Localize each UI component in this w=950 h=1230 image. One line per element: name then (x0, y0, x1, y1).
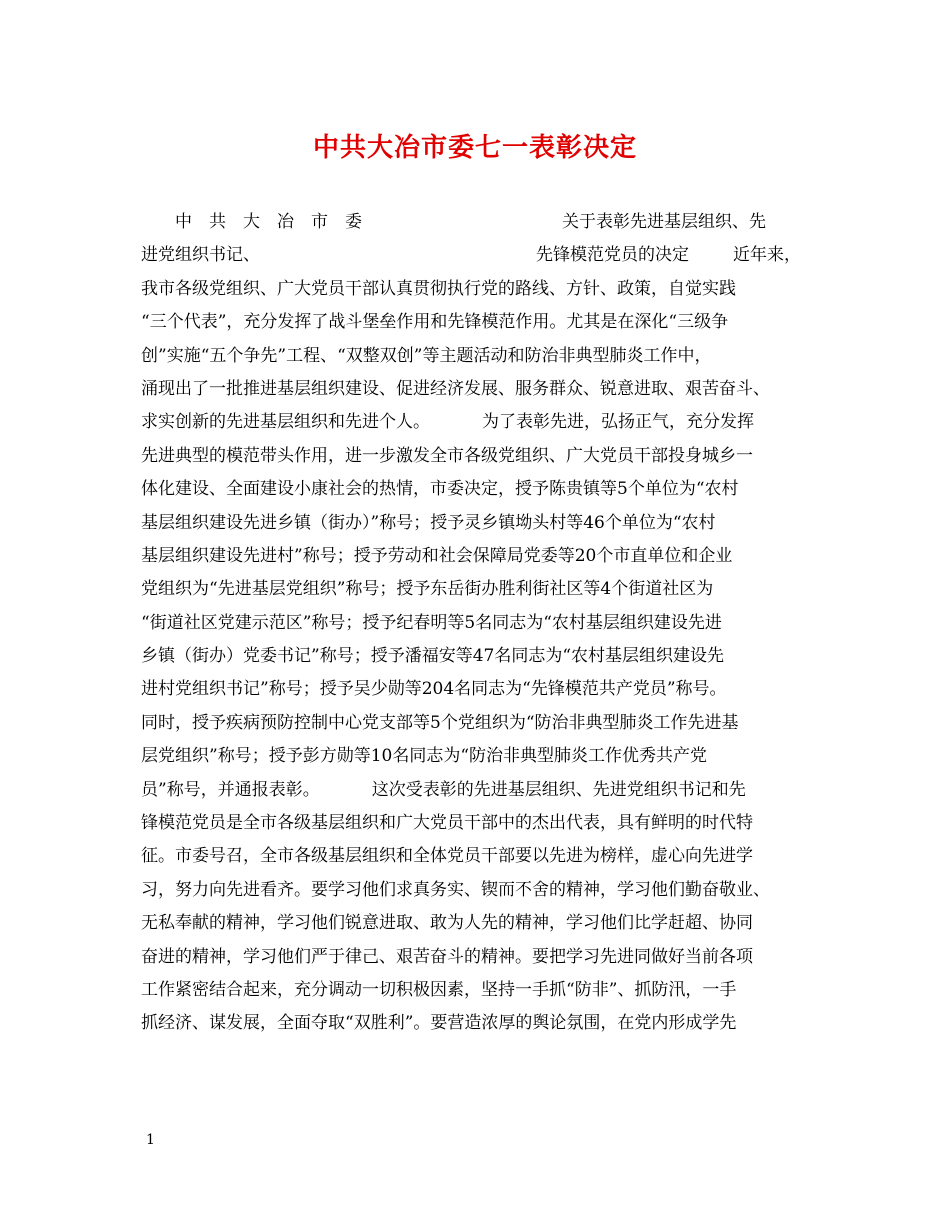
body-line (141, 774, 831, 807)
body-line: 涌现出了一批推进基层组织建设、促进经济发展、服务群众、锐意进取、艰苦奋斗、 (141, 378, 770, 399)
body-line: 锋模范党员是全市各级基层组织和广大党员干部中的杰出代表，具有鲜明的时代特 (141, 813, 753, 834)
body-line: 先进典型的模范带头作用，进一步激发全市各级党组织、广大党员干部投身城乡一 (141, 445, 753, 466)
body-line: 奋进的精神，学习他们严于律己、艰苦奋斗的精神。要把学习先进同做好当前各项 (141, 946, 753, 967)
document-body (141, 206, 831, 1041)
body-line (141, 239, 831, 272)
body-line: 征。市委号召，全市各级基层组织和全体党员干部要以先进为榜样，虚心向先进学 (141, 846, 753, 867)
body-line (141, 406, 831, 439)
body-line (141, 206, 831, 239)
body-line: 习，努力向先进看齐。要学习他们求真务实、锲而不舍的精神，学习他们勤奋敬业、 (141, 879, 770, 900)
body-line: 工作紧密结合起来，充分调动一切积极因素，坚持一手抓“防非”、抓防汛，一手 (141, 979, 737, 1000)
document-title: 中共大冶市委七一表彰决定 (312, 133, 637, 163)
body-line: 党组织为“先进基层党组织”称号；授予东岳街办胜利街社区等4个街道社区为 (141, 579, 714, 600)
body-line: 体化建设、全面建设小康社会的热情，市委决定，授予陈贵镇等5个单位为“农村 (141, 479, 739, 500)
issuer-text: 中 共 大 冶 市 委 (175, 212, 362, 232)
heading-fragment: 先锋模范党员的决定 (536, 245, 689, 266)
body-line: 层党组织”称号；授予彭方勋等10名同志为“防治非典型肺炎工作优秀共产党 (141, 746, 708, 767)
heading-fragment: 进党组织书记、 (141, 245, 260, 266)
paragraph-end: 求实创新的先进基层组织和先进个人。 (141, 412, 430, 433)
body-line: 抓经济、谋发展，全面夺取“双胜利”。要营造浓厚的舆论氛围，在党内形成学先 (141, 1013, 737, 1034)
heading-fragment: 关于表彰先进基层组织、先 (562, 212, 766, 232)
body-line: 无私奉献的精神，学习他们锐意进取、敢为人先的精神，学习他们比学赶超、协同 (141, 913, 753, 934)
body-line: 同时，授予疾病预防控制中心党支部等5个党组织为“防治非典型肺炎工作先进基 (141, 712, 739, 733)
page-number: 1 (146, 1132, 155, 1148)
body-line: 进村党组织书记”称号；授予吴少勋等204名同志为“先锋模范共产党员”称号。 (141, 679, 727, 700)
paragraph-start: 这次受表彰的先进基层组织、先进党组织书记和先 (371, 779, 746, 800)
body-line: 基层组织建设先进村”称号；授予劳动和社会保障局党委等20个市直单位和企业 (141, 545, 733, 566)
body-line: 创”实施“五个争先”工程、“双整双创”等主题活动和防治非典型肺炎工作中， (141, 345, 712, 366)
paragraph-start: 近年来， (733, 245, 801, 266)
body-line: “三个代表”，充分发挥了战斗堡垒作用和先锋模范作用。尤其是在深化“三级争 (141, 312, 729, 333)
paragraph-start: 为了表彰先进，弘扬正气，充分发挥 (482, 412, 754, 433)
body-line: 基层组织建设先进乡镇（街办）”称号；授予灵乡镇坳头村等46个单位为“农村 (141, 512, 716, 533)
body-line: 乡镇（街办）党委书记”称号；授予潘福安等47名同志为“农村基层组织建设先 (141, 646, 725, 667)
body-line: 我市各级党组织、广大党员干部认真贯彻执行党的路线、方针、政策，自觉实践 (141, 278, 736, 299)
paragraph-end: 员”称号，并通报表彰。 (141, 779, 320, 800)
body-line: “街道社区党建示范区”称号；授予纪春明等5名同志为“农村基层组织建设先进 (141, 612, 722, 633)
